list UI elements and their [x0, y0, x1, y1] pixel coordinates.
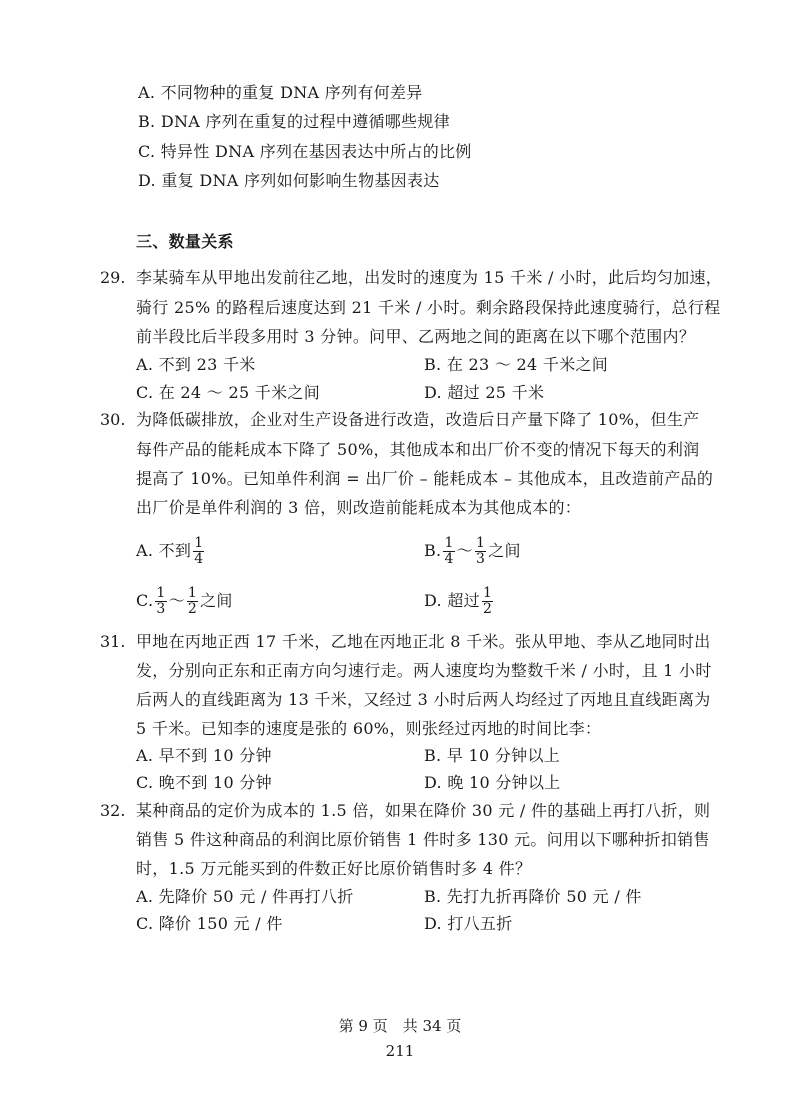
- question-text-line: 销售 5 件这种商品的利润比原价销售 1 件时多 130 元。问用以下哪种折扣销售: [136, 830, 710, 849]
- section-title: 三、数量关系: [136, 232, 234, 251]
- question-number: 31.: [100, 632, 126, 651]
- option-b: B. 先打九折再降价 50 元 / 件: [424, 887, 642, 906]
- question-text-line: 前半段比后半段多用时 3 分钟。问甲、乙两地之间的距离在以下哪个范围内？: [136, 327, 696, 346]
- option-a: A. 早不到 10 分钟: [136, 746, 272, 765]
- option-label: B.: [424, 541, 442, 560]
- fraction: $\frac{1}{2}$: [482, 585, 493, 617]
- option-label: A. 不到: [136, 541, 192, 560]
- question-text-line: 提高了 10%。已知单件利润 = 出厂价 – 能耗成本 – 其他成本，且改造前产品的: [136, 469, 714, 488]
- question-text-line: 甲地在丙地正西 17 千米，乙地在丙地正北 8 千米。张从甲地、李从乙地同时出: [136, 632, 711, 651]
- prev-option-d: D. 重复 DNA 序列如何影响生物基因表达: [138, 171, 440, 190]
- prev-option-b: B. DNA 序列在重复的过程中遵循哪些规律: [138, 112, 450, 131]
- prev-option-c: C. 特异性 DNA 序列在基因表达中所占的比例: [138, 142, 472, 161]
- fraction: $\frac{1}{4}$: [444, 535, 454, 567]
- question-text-line: 发，分别向正东和正南方向匀速行走。两人速度均为整数千米 / 小时，且 1 小时: [136, 661, 712, 680]
- option-b: B. $\frac{1}{4}$ ～ $\frac{1}{3}$ 之间: [424, 535, 521, 567]
- page-label: 第 9 页 共 34 页: [338, 1017, 462, 1035]
- option-a: A. 不到 23 千米: [136, 355, 256, 374]
- fraction: $\frac{1}{3}$: [475, 535, 486, 567]
- option-c: C. 晚不到 10 分钟: [136, 773, 272, 792]
- option-label: C.: [136, 591, 154, 610]
- option-d: D. 超过 25 千米: [424, 383, 545, 402]
- option-label: D. 超过: [424, 591, 480, 610]
- question-text-line: 每件产品的能耗成本下降了 50%，其他成本和出厂价不变的情况下每天的利润: [136, 440, 700, 459]
- question-text-line: 李某骑车从甲地出发前往乙地，出发时的速度为 15 千米 / 小时，此后均匀加速，: [136, 268, 723, 287]
- question-number: 30.: [100, 410, 126, 429]
- question-text-line: 出厂价是单件利润的 3 倍，则改造前能耗成本为其他成本的：: [136, 498, 582, 517]
- question-text-line: 时，1.5 万元能买到的件数正好比原价销售时多 4 件？: [136, 859, 532, 878]
- option-d: [424, 585, 495, 617]
- fraction: $\frac{1}{3}$: [156, 585, 166, 617]
- page-number: 211: [385, 1042, 415, 1060]
- option-b: B. 早 10 分钟以上: [424, 746, 561, 765]
- option-d: D. 晚 10 分钟以上: [424, 773, 561, 792]
- question-text-line: 骑行 25% 的路程后速度达到 21 千米 / 小时。剩余路段保持此速度骑行，总行程: [136, 298, 721, 317]
- option-b: B. 在 23 ～ 24 千米之间: [424, 355, 609, 374]
- question-number: 32.: [100, 801, 126, 820]
- question-text-line: 某种商品的定价为成本的 1.5 倍，如果在降价 30 元 / 件的基础上再打八折，则: [136, 801, 711, 820]
- question-number: 29.: [100, 268, 126, 287]
- option-c: C. $\frac{1}{3}$ ～ $\frac{1}{2}$ 之间: [136, 585, 233, 617]
- fraction: $\frac{1}{2}$: [187, 585, 198, 617]
- option-a: A. 先降价 50 元 / 件再打八折: [136, 887, 354, 906]
- prev-option-a: A. 不同物种的重复 DNA 序列有何差异: [138, 83, 423, 102]
- option-a: [136, 535, 206, 567]
- question-text-line: 5 千米。已知李的速度是张的 60%，则张经过丙地的时间比李：: [136, 719, 602, 738]
- question-text-line: 为降低碳排放，企业对生产设备进行改造，改造后日产量下降了 10%，但生产: [136, 410, 700, 429]
- question-text-line: 后两人的直线距离为 13 千米，又经过 3 小时后两人均经过了丙地且直线距离为: [136, 690, 711, 709]
- option-d: D. 打八五折: [424, 914, 513, 933]
- option-c: C. 降价 150 元 / 件: [136, 914, 283, 933]
- fraction: $\frac{1}{4}$: [194, 535, 204, 567]
- option-c: C. 在 24 ～ 25 千米之间: [136, 383, 321, 402]
